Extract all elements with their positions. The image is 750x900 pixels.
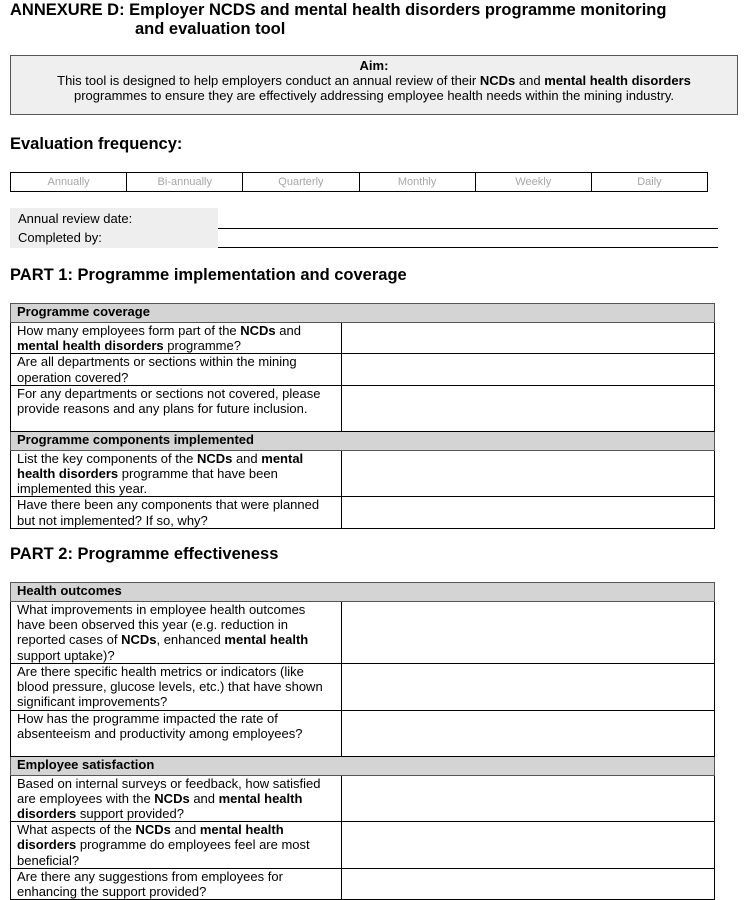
table-row <box>11 497 715 528</box>
part1-table <box>10 303 715 529</box>
table-row <box>11 602 715 664</box>
title-line-2: and evaluation tool <box>135 20 286 38</box>
frequency-option-monthly[interactable]: Monthly <box>360 173 476 191</box>
table-row <box>11 450 715 497</box>
table-row <box>11 354 715 385</box>
programme-components-header: Programme components implemented <box>11 431 715 450</box>
programme-coverage-header: Programme coverage <box>11 304 715 323</box>
answer-field[interactable] <box>342 354 715 385</box>
aim-box <box>10 55 738 115</box>
aim-heading: Aim: <box>359 58 389 73</box>
frequency-option-bi-annually[interactable]: Bi-annually <box>127 173 243 191</box>
question-absenteeism-impact: How has the programme impacted the rate of absenteeism and productivity among employees? <box>11 710 342 756</box>
annual-review-date-field[interactable] <box>218 228 718 229</box>
answer-field[interactable] <box>342 822 715 869</box>
question-beneficial-aspects: What aspects of the NCDs and mental health disorders programme do employees feel are most beneficial? <box>11 822 342 869</box>
table-row <box>11 775 715 822</box>
question-employee-satisfaction: Based on internal surveys or feedback, how satisfied are employees with the NCDs and mental health disorders support provided? <box>11 775 342 822</box>
question-employee-suggestions: Are there any suggestions from employees for enhancing the support provided? <box>11 868 342 899</box>
frequency-option-daily[interactable]: Daily <box>637 176 662 188</box>
frequency-options <box>10 172 708 192</box>
frequency-option-annually[interactable]: Annually <box>11 173 127 191</box>
table-section-header <box>11 304 715 323</box>
table-row <box>11 385 715 431</box>
question-departments-not-covered: For any departments or sections not covered, please provide reasons and any plans for future inclusion. <box>11 385 342 431</box>
page-title <box>10 1 666 39</box>
answer-field[interactable] <box>342 323 715 354</box>
table-row <box>11 822 715 869</box>
answer-field[interactable] <box>342 664 715 711</box>
answer-field[interactable] <box>342 497 715 528</box>
question-components-not-implemented: Have there been any components that were planned but not implemented? If so, why? <box>11 497 342 528</box>
title-line-1: ANNEXURE D: Employer NCDS and mental health disorders programme monitoring <box>10 1 667 19</box>
frequency-option-quarterly[interactable]: Quarterly <box>243 173 359 191</box>
aim-text: This tool is designed to help employers conduct an annual review of their NCDs and mental health disorders programmes to ensure they are effectively addressing employee health needs within the mining industry. <box>57 73 691 103</box>
table-section-header <box>11 431 715 450</box>
answer-field[interactable] <box>342 450 715 497</box>
employee-satisfaction-header: Employee satisfaction <box>11 756 715 775</box>
part2-table <box>10 582 715 900</box>
health-outcomes-header: Health outcomes <box>11 583 715 602</box>
table-row <box>11 323 715 354</box>
table-section-header <box>11 756 715 775</box>
table-row <box>11 868 715 899</box>
table-section-header <box>11 583 715 602</box>
question-employees-in-programme: How many employees form part of the NCDs and mental health disorders programme? <box>11 323 342 354</box>
answer-field[interactable] <box>342 710 715 756</box>
part2-heading: PART 2: Programme effectiveness <box>10 545 279 563</box>
answer-field[interactable] <box>342 602 715 664</box>
answer-field[interactable] <box>342 385 715 431</box>
annual-review-date-label: Annual review date: <box>18 211 133 226</box>
question-departments-covered: Are all departments or sections within the mining operation covered? <box>11 354 342 385</box>
answer-field[interactable] <box>342 868 715 899</box>
question-key-components: List the key components of the NCDs and mental health disorders programme that have been implemented this year. <box>11 450 342 497</box>
completed-by-field[interactable] <box>218 247 718 248</box>
part1-heading: PART 1: Programme implementation and coverage <box>10 266 407 284</box>
frequency-option-weekly[interactable]: Weekly <box>476 173 592 191</box>
evaluation-frequency-heading: Evaluation frequency: <box>10 135 183 153</box>
completed-by-label: Completed by: <box>18 230 102 245</box>
table-row <box>11 710 715 756</box>
table-row <box>11 664 715 711</box>
question-health-metrics: Are there specific health metrics or indicators (like blood pressure, glucose levels, etc.) that have shown significant improvements? <box>11 664 342 711</box>
question-health-improvements: What improvements in employee health outcomes have been observed this year (e.g. reduction in reported cases of NCDs, enhanced mental health support uptake)? <box>11 602 342 664</box>
answer-field[interactable] <box>342 775 715 822</box>
